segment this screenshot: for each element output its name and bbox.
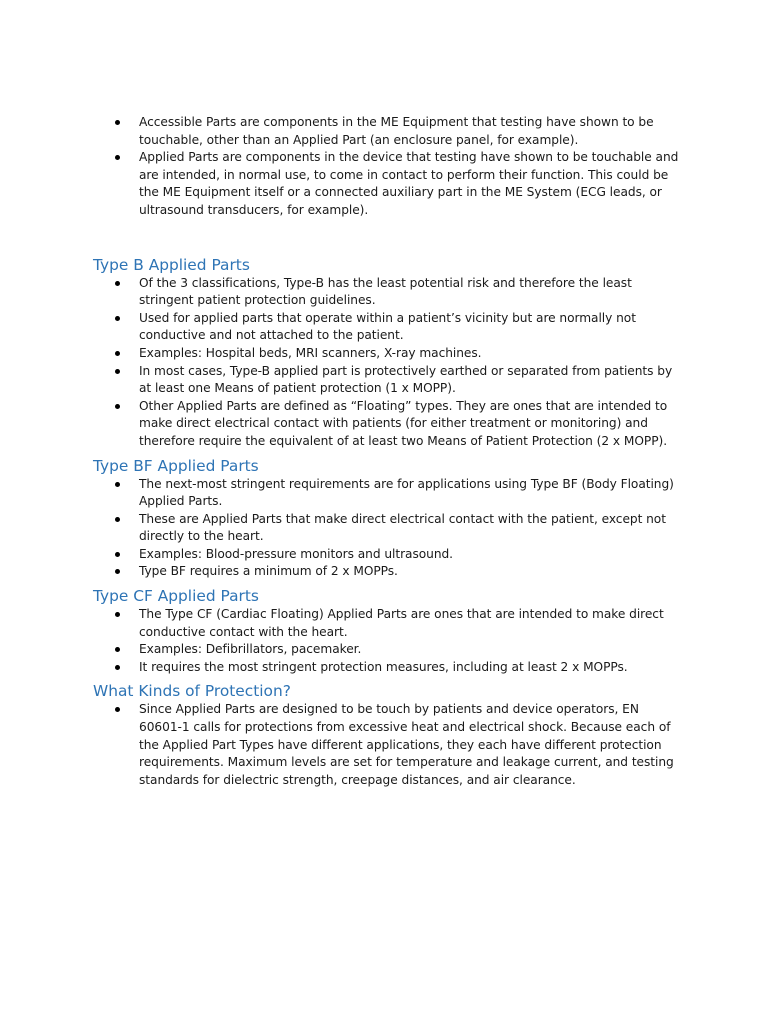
list-item: Since Applied Parts are designed to be touch by patients and device operators, EN 60601-1 calls for protections from excessive heat and electrical shock. Because each of the Applied Part Types have different applications, they each have different protection requirements. Maximum levels are set for temperature and leakage current, and testing standards for dielectric strength, creepage distances, and air clearance. — [93, 701, 683, 789]
intro-bullet-list — [93, 114, 683, 220]
type-b-heading: Type B Applied Parts — [93, 255, 250, 274]
intro-section — [93, 114, 683, 220]
type-bf-bullet-list — [93, 476, 683, 582]
type-b-bullet-list — [93, 275, 683, 451]
type-bf-section — [93, 456, 683, 582]
list-item: Of the 3 classifications, Type-B has the least potential risk and therefore the least stringent patient protection guidelines. — [93, 275, 683, 310]
list-item: Examples: Blood-pressure monitors and ultrasound. — [93, 546, 683, 564]
list-item: Applied Parts are components in the device that testing have shown to be touchable and are intended, in normal use, to come in contact to perform their function. This could be the ME Equipment itself or a connected auxiliary part in the ME System (ECG leads, or ultrasound transducers, for example). — [93, 149, 683, 219]
list-item: In most cases, Type-B applied part is protectively earthed or separated from patients by at least one Means of patient protection (1 x MOPP). — [93, 363, 683, 398]
list-item: Accessible Parts are components in the ME Equipment that testing have shown to be touchable, other than an Applied Part (an enclosure panel, for example). — [93, 114, 683, 149]
list-item: The Type CF (Cardiac Floating) Applied Parts are ones that are intended to make direct conductive contact with the heart. — [93, 606, 683, 641]
protection-heading: What Kinds of Protection? — [93, 682, 291, 701]
protection-bullet-list — [93, 701, 683, 789]
list-item: Examples: Hospital beds, MRI scanners, X-ray machines. — [93, 345, 683, 363]
protection-section — [93, 681, 683, 789]
list-item: Examples: Defibrillators, pacemaker. — [93, 641, 683, 659]
list-item: Type BF requires a minimum of 2 x MOPPs. — [93, 563, 683, 581]
document-body — [93, 114, 683, 789]
type-cf-bullet-list — [93, 606, 683, 676]
list-item: Other Applied Parts are defined as “Floating” types. They are ones that are intended to make direct electrical contact with patients (for either treatment or monitoring) and therefore require the equivalent of at least two Means of Patient Protection (2 x MOPP). — [93, 398, 683, 451]
list-item: It requires the most stringent protection measures, including at least 2 x MOPPs. — [93, 659, 683, 677]
list-item: The next-most stringent requirements are for applications using Type BF (Body Floating) Applied Parts. — [93, 476, 683, 511]
type-cf-heading: Type CF Applied Parts — [93, 587, 259, 606]
type-b-section — [93, 255, 683, 451]
list-item: These are Applied Parts that make direct electrical contact with the patient, except not directly to the heart. — [93, 511, 683, 546]
type-cf-section — [93, 586, 683, 676]
list-item: Used for applied parts that operate within a patient’s vicinity but are normally not conductive and not attached to the patient. — [93, 310, 683, 345]
type-bf-heading: Type BF Applied Parts — [93, 456, 259, 475]
